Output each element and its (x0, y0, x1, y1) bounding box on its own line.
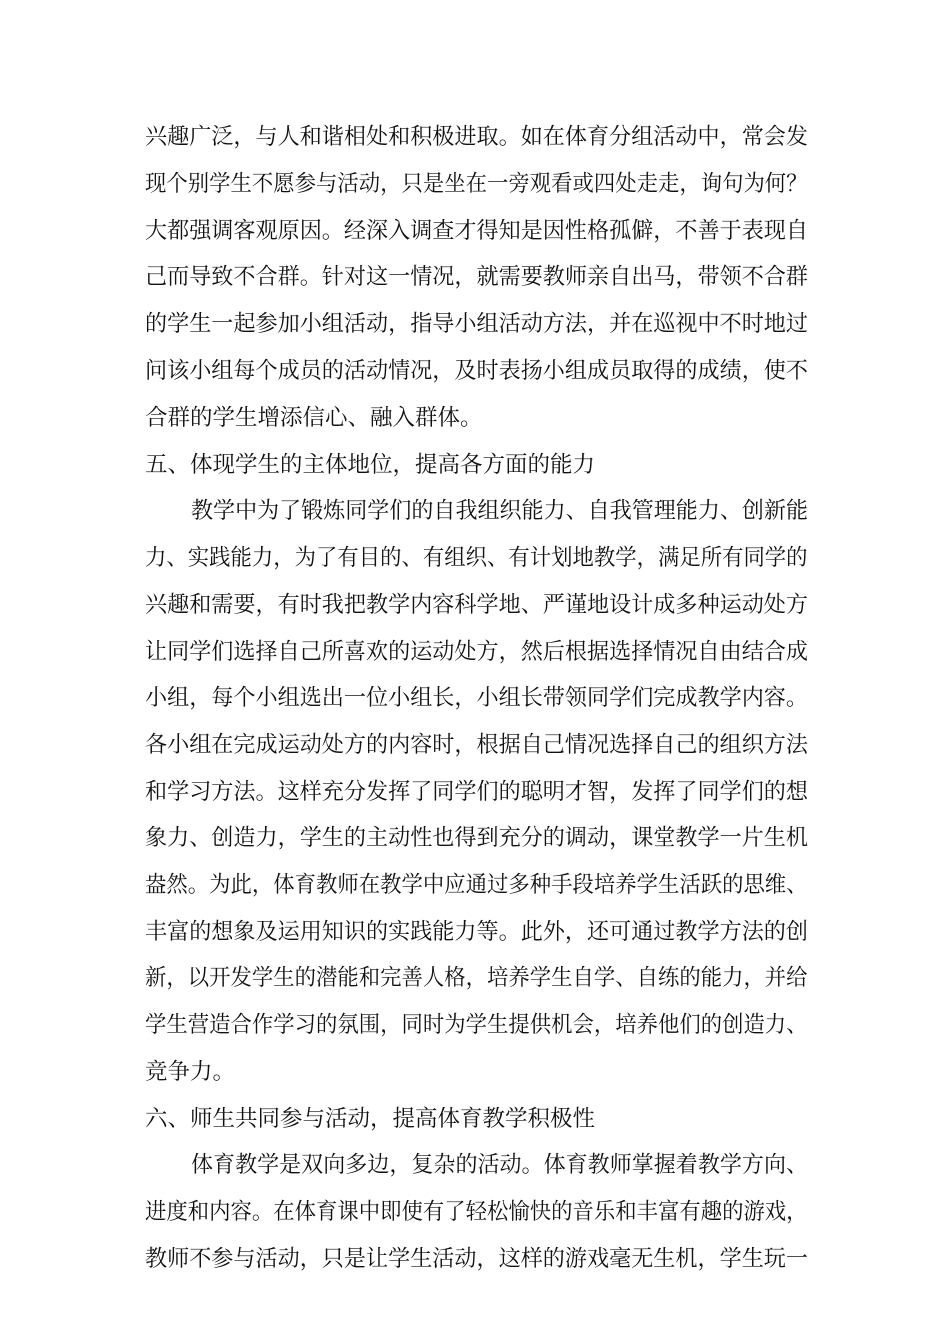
paragraph-line: 竞争力。 (145, 1059, 236, 1085)
paragraph-line: 大都强调客观原因。经深入调查才得知是因性格孤僻，不善于表现自 (145, 218, 809, 244)
paragraph-line: 问该小组每个成员的活动情况，及时表扬小组成员取得的成绩，使不 (145, 358, 809, 384)
section-heading-5: 五、体现学生的主体地位，提高各方面的能力 (145, 452, 596, 478)
paragraph-line: 进度和内容。在体育课中即使有了轻松愉快的音乐和丰富有趣的游戏， (145, 1199, 808, 1225)
paragraph-line: 体育教学是双向多边，复杂的活动。体育教师掌握着教学方向、 (191, 1152, 809, 1178)
paragraph-line: 教学中为了锻炼同学们的自我组织能力、自我管理能力、创新能 (191, 498, 809, 524)
paragraph-line: 和学习方法。这样充分发挥了同学们的聪明才智，发挥了同学们的想 (145, 779, 809, 805)
paragraph-line: 学生营造合作学习的氛围，同时为学生提供机会，培养他们的创造力、 (145, 1012, 808, 1038)
paragraph-line: 盎然。为此，体育教师在教学中应通过多种手段培养学生活跃的思维、 (145, 872, 808, 898)
paragraph-line: 各小组在完成运动处方的内容时，根据自己情况选择自己的组织方法 (145, 732, 809, 758)
paragraph-line: 现个别学生不愿参与活动，只是坐在一旁观看或四处走走，询句为何？ (145, 171, 808, 197)
paragraph-line: 小组，每个小组选出一位小组长，小组长带领同学们完成教学内容。 (145, 685, 809, 711)
paragraph-line: 的学生一起参加小组活动，指导小组活动方法，并在巡视中不时地过 (145, 311, 809, 337)
paragraph-line: 己而导致不合群。针对这一情况，就需要教师亲自出马，带领不合群 (145, 264, 809, 290)
paragraph-line: 力、实践能力，为了有目的、有组织、有计划地教学，满足所有同学的 (145, 545, 808, 571)
section-heading-6: 六、师生共同参与活动，提高体育教学积极性 (145, 1106, 596, 1132)
paragraph-line: 教师不参与活动，只是让学生活动，这样的游戏毫无生机，学生玩一 (145, 1246, 809, 1272)
paragraph-line: 让同学们选择自己所喜欢的运动处方，然后根据选择情况自由结合成 (145, 639, 809, 665)
paragraph-line: 兴趣和需要，有时我把教学内容科学地、严谨地设计成多种运动处方 (145, 592, 809, 618)
paragraph-line: 丰富的想象及运用知识的实践能力等。此外，还可通过教学方法的创 (145, 919, 809, 945)
paragraph-line: 象力、创造力，学生的主动性也得到充分的调动，课堂教学一片生机 (145, 825, 809, 851)
paragraph-line: 合群的学生增添信心、融入群体。 (145, 405, 483, 431)
paragraph-line: 新，以开发学生的潜能和完善人格，培养学生自学、自练的能力，并给 (145, 965, 808, 991)
paragraph-line: 兴趣广泛，与人和谐相处和积极进取。如在体育分组活动中，常会发 (145, 124, 809, 150)
